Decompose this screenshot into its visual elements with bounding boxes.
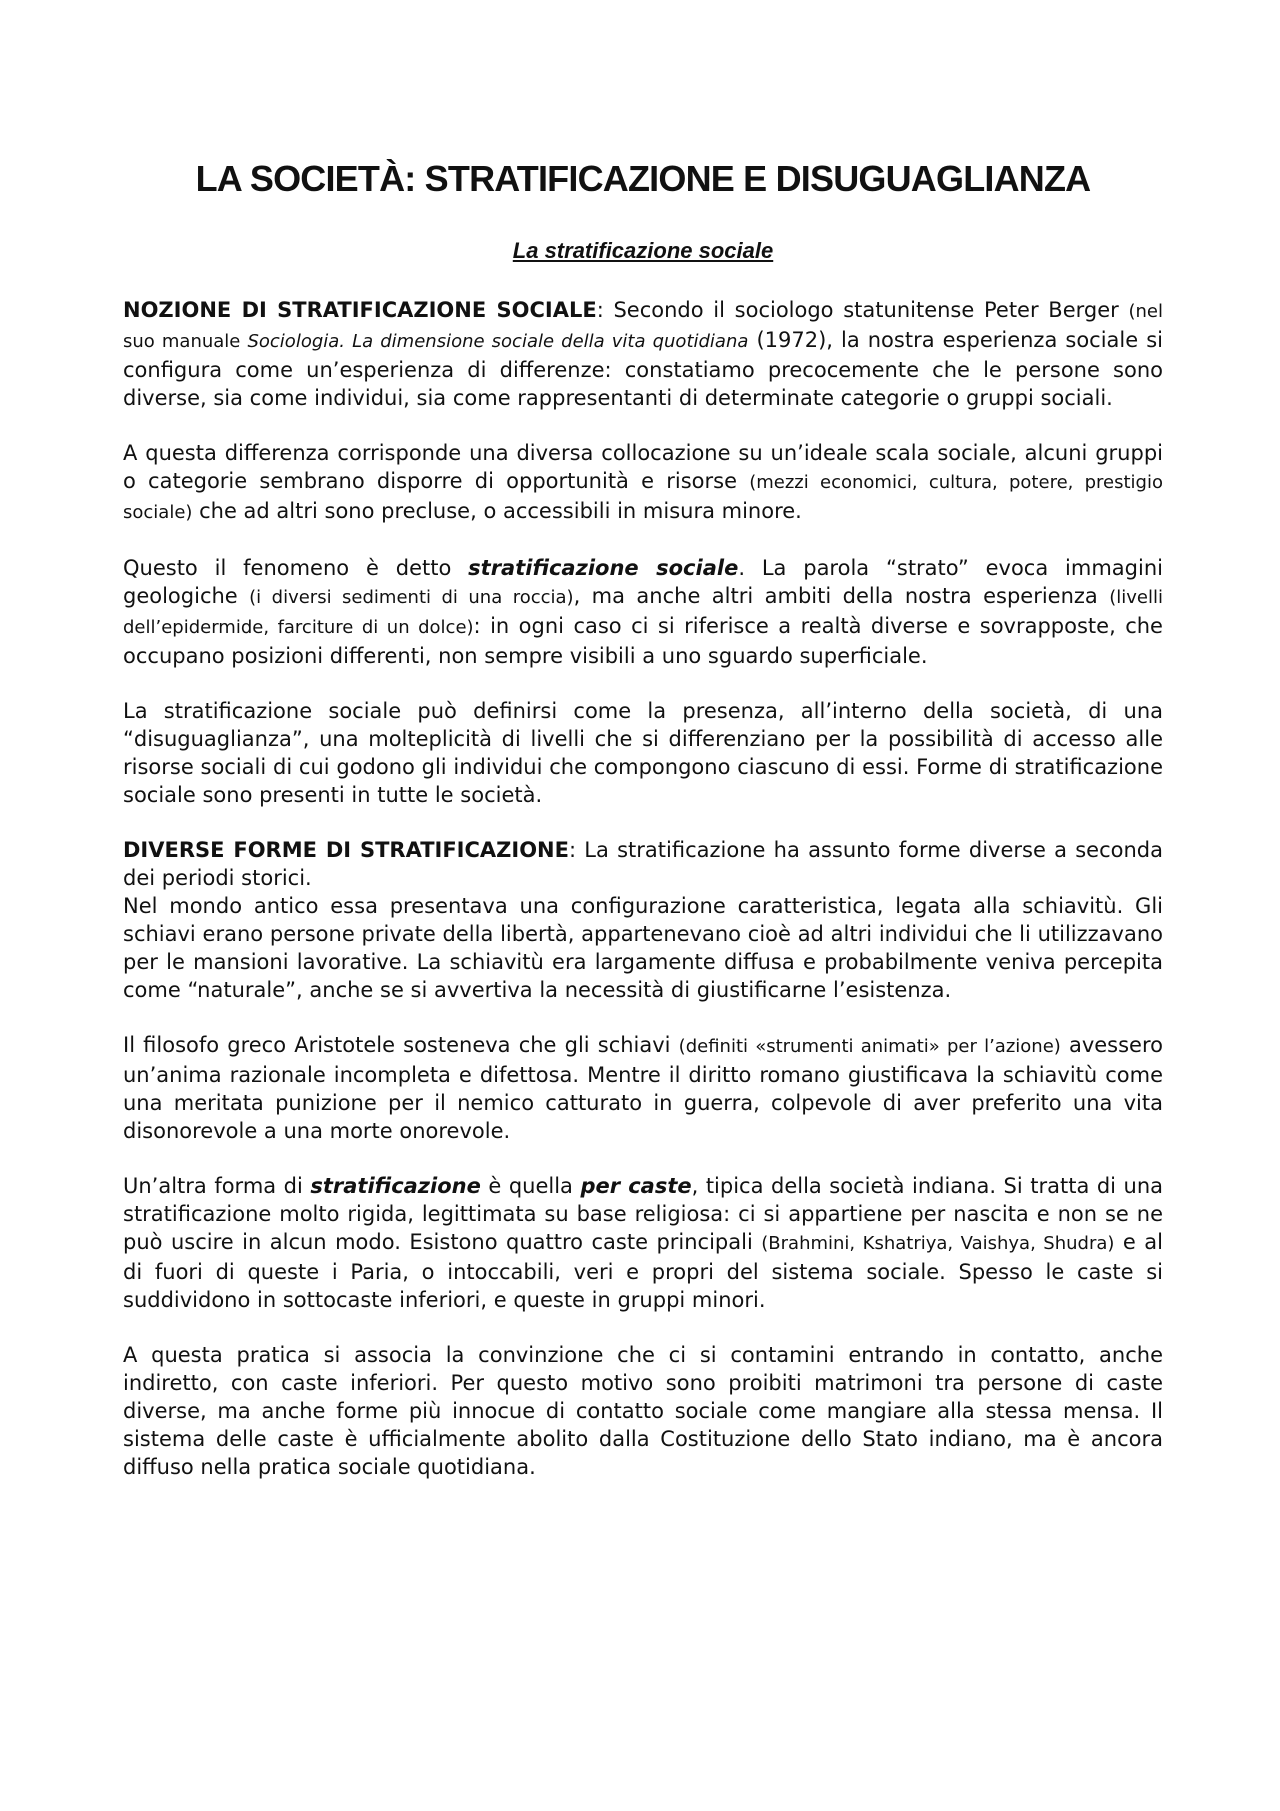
- document-title: LA SOCIETÀ: STRATIFICAZIONE E DISUGUAGLIANZA: [195, 158, 1091, 199]
- paragraph-note: (Brahmini, Kshatriya, Vaishya, Shudra): [761, 1233, 1115, 1254]
- paragraph-text: : La stratificazione ha assunto forme diverse a seconda dei periodi storici.: [123, 838, 1163, 890]
- paragraph-lead: NOZIONE DI STRATIFICAZIONE SOCIALE: [123, 298, 597, 322]
- paragraph-text: Un’altra forma di: [123, 1174, 311, 1198]
- paragraph-text: A questa differenza corrisponde una diversa collocazione su un’ideale scala sociale, alcuni gruppi o categorie sembrano disporre di opportunità e risorse: [123, 441, 1163, 493]
- paragraph-aristotle: [123, 1031, 1163, 1145]
- paragraph-text: : in ogni caso ci si riferisce a realtà diverse e sovrapposte, che occupano posizioni differenti, non sempre visibili a uno sguardo superficiale.: [123, 614, 1163, 668]
- paragraph-text: Questo il fenomeno è detto: [123, 556, 469, 580]
- emphasis-term: stratificazione: [310, 1174, 481, 1198]
- emphasis-term: per caste: [580, 1174, 692, 1198]
- paragraph-text: Nel mondo antico essa presentava una configurazione caratteristica, legata alla schiavitù. Gli schiavi erano persone private della libertà, appartenevano cioè ad altri individui che li utilizzavano per le mansioni lavorative. La schiavitù era largamente diffusa e probabilmente veniva percepita come “naturale”, anche se si avvertiva la necessità di giustificarne l’esistenza.: [123, 894, 1163, 1002]
- book-title: Sociologia. La dimensione sociale della vita quotidiana: [247, 331, 749, 352]
- paragraph-text: . La parola “strato” evoca immagini geologiche: [123, 556, 1163, 608]
- paragraph-lead: DIVERSE FORME DI STRATIFICAZIONE: [123, 838, 569, 862]
- paragraph-text: , ma anche altri ambiti della nostra esperienza: [573, 584, 1110, 608]
- document-body: [123, 296, 1163, 1508]
- emphasis-term: stratificazione sociale: [468, 556, 739, 580]
- paragraph-text: La stratificazione sociale può definirsi come la presenza, all’interno della società, di una “disuguaglianza”, una molteplicità di livelli che si differenziano per la possibilità di accesso alle risorse sociali di cui godono gli individui che compongono ciascuno di essi. Forme di stratificazione sociale sono presenti in tutte le società.: [123, 699, 1163, 807]
- paragraph-text: è quella: [480, 1174, 581, 1198]
- paragraph-note: (livelli dell’epidermide, farciture di un dolce): [123, 587, 1163, 638]
- paragraph-text: che ad altri sono precluse, o accessibili in misura minore.: [192, 499, 802, 523]
- paragraph-social-scale: [123, 439, 1163, 527]
- paragraph-note: (i diversi sedimenti di una roccia): [249, 587, 574, 608]
- paragraph-note: (nel suo manuale: [123, 301, 1163, 352]
- paragraph-text: , tipica della società indiana. Si tratta di una stratificazione molto rigida, legittimata su base religiosa: ci si appartiene per nascita e non se ne può uscire in alcun modo. Esistono quattro caste principali: [123, 1174, 1163, 1254]
- paragraph-text: avessero un’anima razionale incompleta e difettosa. Mentre il diritto romano giustificava la schiavitù come una meritata punizione per il nemico catturato in guerra, colpevole di aver preferito una vita disonorevole a una morte onorevole.: [123, 1033, 1163, 1143]
- paragraph-note: (mezzi economici, cultura, potere, prestigio sociale): [123, 472, 1163, 523]
- paragraph-text: Il filosofo greco Aristotele sosteneva che gli schiavi: [123, 1033, 679, 1057]
- paragraph-note: (definiti «strumenti animati» per l’azione): [678, 1036, 1061, 1057]
- paragraph-castes: [123, 1172, 1163, 1314]
- paragraph-definition: [123, 697, 1163, 809]
- paragraph-ancient-world: [123, 892, 1163, 1004]
- paragraph-text: A questa pratica si associa la convinzione che ci si contamini entrando in contatto, anche indiretto, con caste inferiori. Per questo motivo sono proibiti matrimoni tra persone di caste diverse, ma anche forme più innocue di contatto sociale come mangiare alla stessa mensa. Il sistema delle caste è ufficialmente abolito dalla Costituzione dello Stato indiano, ma è ancora diffuso nella pratica sociale quotidiana.: [123, 1343, 1163, 1479]
- paragraph-stratification-notion: [123, 296, 1163, 412]
- section-subtitle: La stratificazione sociale: [512, 238, 774, 263]
- paragraph-contamination: [123, 1341, 1163, 1481]
- paragraph-strato: [123, 554, 1163, 670]
- paragraph-forms: [123, 836, 1163, 892]
- paragraph-text: e al di fuori di queste i Paria, o intoccabili, veri e propri del sistema sociale. Spesso le caste si suddividono in sottocaste inferiori, e queste in gruppi minori.: [123, 1230, 1163, 1312]
- paragraph-text: (1972), la nostra esperienza sociale si configura come un’esperienza di differenze: constatiamo precocemente che le persone sono diverse, sia come individui, sia come rappresentanti di determinate categorie o gruppi sociali.: [123, 328, 1163, 410]
- paragraph-text: : Secondo il sociologo statunitense Peter Berger: [596, 298, 1129, 322]
